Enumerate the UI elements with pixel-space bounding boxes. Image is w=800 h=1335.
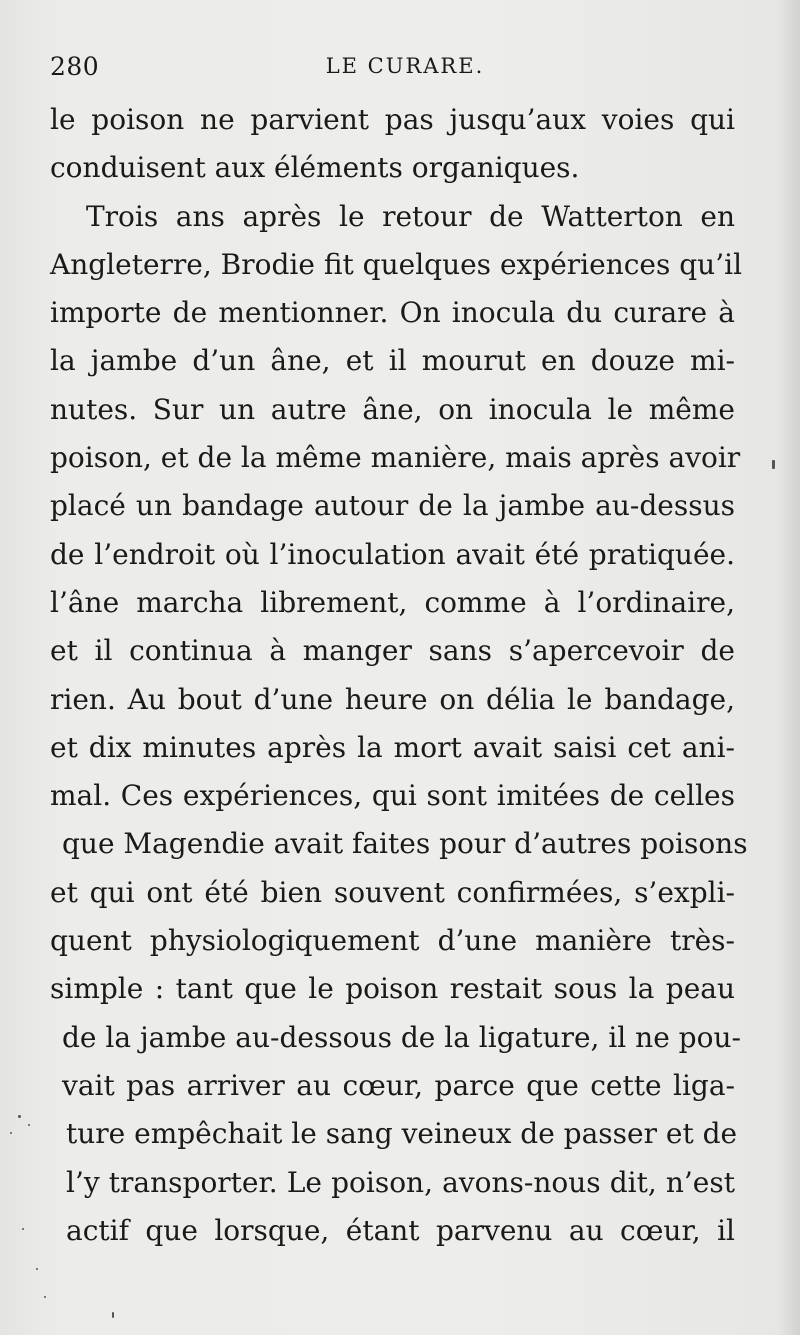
text-line: Angleterre, Brodie fit quelques expériences qu’il [50, 247, 743, 281]
text-line: ture empêchait le sang veineux de passer et de [66, 1117, 738, 1151]
text-line: Trois ans après le retour de Watterton en [86, 199, 735, 233]
text-line: de l’endroit où l’inoculation avait été pratiquée. [50, 537, 735, 571]
text-line: le poison ne parvient pas jusqu’aux voies qui [50, 103, 735, 136]
text-line: et qui ont été bien souvent confirmées, s’expli- [50, 875, 735, 909]
text-line: et dix minutes après la mort avait saisi cet ani- [50, 730, 735, 764]
text-line: poison, et de la même manière, mais après avoir [50, 441, 741, 475]
body-text [50, 96, 748, 1255]
page-header [50, 48, 730, 88]
page-number: 280 [50, 52, 100, 81]
text-line: actif que lorsque, étant parvenu au cœur, il [66, 1213, 735, 1247]
text-line: quent physiologiquement d’une manière très- [50, 924, 735, 958]
text-line: rien. Au bout d’une heure on délia le bandage, [50, 682, 735, 716]
text-line: l’âne marcha librement, comme à l’ordinaire, [50, 585, 735, 619]
scan-speck [18, 1115, 21, 1118]
scan-speck [44, 1296, 46, 1298]
text-line: simple : tant que le poison restait sous la peau [50, 972, 735, 1006]
scan-speck [10, 1132, 12, 1134]
scan-speck [772, 460, 775, 469]
page-edge-shadow [778, 0, 800, 1335]
scan-speck [36, 1268, 38, 1270]
text-line: de la jambe au-dessous de la ligature, il ne pou- [62, 1020, 741, 1054]
running-head: LE CURARE. [325, 54, 485, 78]
text-line: et il continua à manger sans s’apercevoir de [50, 634, 735, 668]
text-line: importe de mentionner. On inocula du curare à [50, 296, 735, 330]
text-line: placé un bandage autour de la jambe au-dessus [50, 489, 735, 523]
text-line: conduisent aux éléments organiques. [50, 151, 580, 185]
text-line: que Magendie avait faites pour d’autres poisons [62, 827, 748, 861]
scan-speck [112, 1312, 114, 1318]
text-line: mal. Ces expériences, qui sont imitées de celles [50, 779, 735, 813]
text-line: nutes. Sur un autre âne, on inocula le même [50, 392, 735, 426]
text-line: l’y transporter. Le poison, avons-nous dit, n’est [66, 1165, 735, 1199]
text-line: vait pas arriver au cœur, parce que cette liga- [62, 1068, 735, 1102]
scan-speck [28, 1124, 30, 1126]
scan-speck [22, 1228, 24, 1230]
text-line: la jambe d’un âne, et il mourut en douze mi- [50, 344, 735, 378]
